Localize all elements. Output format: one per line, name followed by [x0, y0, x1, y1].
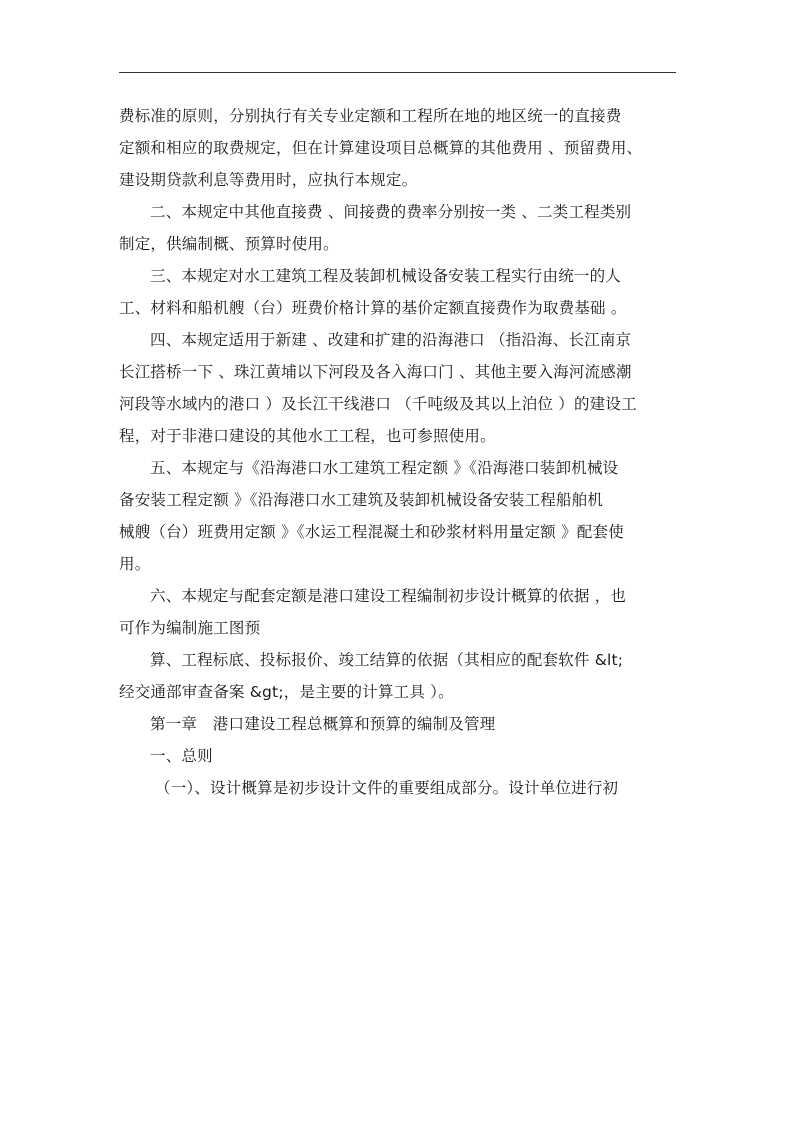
paragraph-line: 可作为编制施工图预 [119, 619, 261, 637]
paragraph-line: 定额和相应的取费规定，但在计算建设项目总概算的其他费用 、预留费用、 [119, 139, 643, 157]
paragraph-line: 三、本规定对水工建筑工程及装卸机械设备安装工程实行由统一的人 [150, 267, 622, 285]
paragraph-line: 长江搭桥一下 、珠江黄埔以下河段及各入海口门 、其他主要入海河流感潮 [119, 363, 632, 381]
paragraph-line: 六、本规定与配套定额是港口建设工程编制初步设计概算的依据 ，也 [150, 587, 627, 605]
paragraph-line: 经交通部审查备案 &gt;，是主要的计算工具 ）。 [119, 683, 454, 701]
paragraph-line: 四、本规定适用于新建 、改建和扩建的沿海港口 （指沿海、长江南京 [150, 331, 632, 349]
section-heading: 一、总则 [150, 747, 213, 765]
paragraph-line: 河段等水域内的港口 ）及长江干线港口 （千吨级及其以上泊位 ）的建设工 [119, 395, 637, 413]
paragraph-line: 制定，供编制概、预算时使用。 [119, 235, 339, 253]
header-rule [119, 72, 676, 73]
paragraph-line: 械艘（台）班费用定额 》《水运工程混凝土和砂浆材料用量定额 》配套使 [119, 523, 624, 541]
paragraph-line: （一）、设计概算是初步设计文件的重要组成部分。设计单位进行初 [155, 779, 619, 797]
paragraph-line: 工、材料和船机艘（台）班费价格计算的基价定额直接费作为取费基础 。 [119, 299, 627, 317]
paragraph-line: 二、本规定中其他直接费 、间接费的费率分别按一类 、二类工程类别 [150, 203, 632, 221]
chapter-heading: 第一章 港口建设工程总概算和预算的编制及管理 [150, 715, 496, 733]
paragraph-line: 五、本规定与《沿海港口水工建筑工程定额 》《沿海港口装卸机械设 [150, 459, 619, 477]
paragraph-line: 用。 [119, 555, 151, 573]
paragraph-line: 备安装工程定额 》《沿海港口水工建筑及装卸机械设备安装工程船舶机 [119, 491, 604, 509]
document-body [119, 100, 679, 804]
paragraph-line: 建设期贷款利息等费用时，应执行本规定。 [119, 171, 418, 189]
paragraph-line: 算、工程标底、投标报价、竣工结算的依据（其相应的配套软件 &lt; [150, 651, 624, 669]
paragraph-line: 程，对于非港口建设的其他水工工程，也可参照使用。 [119, 427, 496, 445]
paragraph-line: 费标准的原则，分别执行有关专业定额和工程所在地的地区统一的直接费 [119, 107, 622, 125]
